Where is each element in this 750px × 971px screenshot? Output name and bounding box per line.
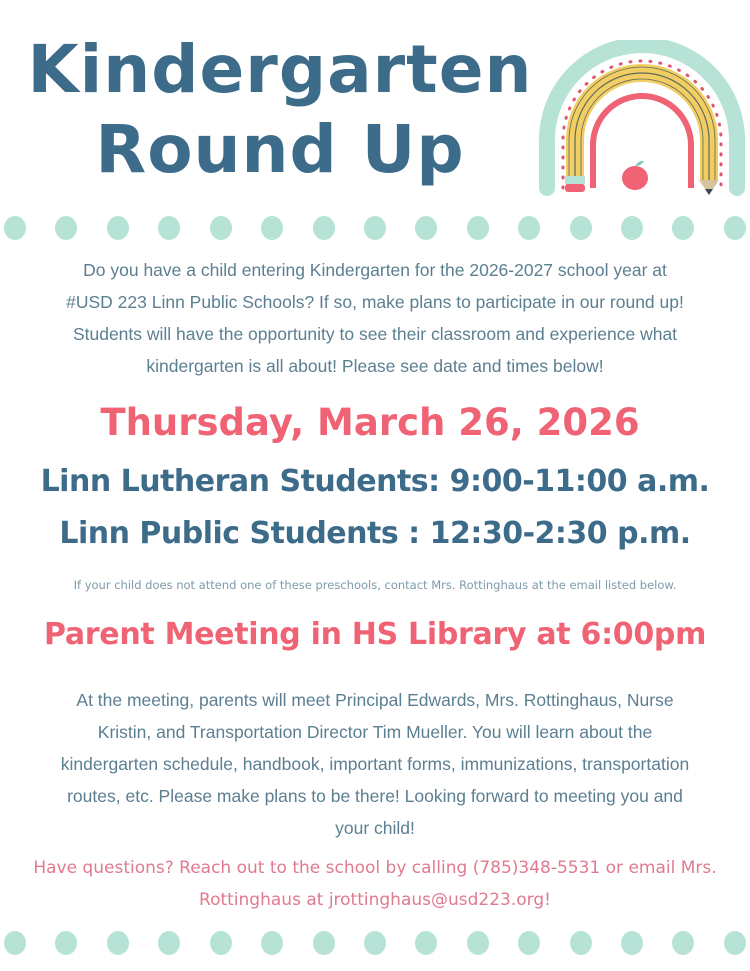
decor-dot: [621, 216, 643, 240]
decor-dot: [55, 931, 77, 955]
meeting-paragraph: [20, 684, 730, 844]
decor-dot: [570, 216, 592, 240]
meeting-line: routes, etc. Please make plans to be there! Looking forward to meeting you and: [67, 786, 683, 806]
decor-dot: [261, 216, 283, 240]
decor-dot: [415, 931, 437, 955]
intro-line: #USD 223 Linn Public Schools? If so, make plans to participate in our round up!: [66, 292, 684, 312]
intro-line: kindergarten is all about! Please see date and times below!: [146, 356, 604, 376]
decor-dot: [518, 931, 540, 955]
preschool-note: If your child does not attend one of these preschools, contact Mrs. Rottinghaus at the email listed below.: [73, 578, 677, 592]
decor-dot: [724, 931, 746, 955]
decor-dot: [415, 216, 437, 240]
title-line-1: Kindergarten: [27, 31, 533, 108]
event-date: Thursday, March 26, 2026: [100, 401, 640, 444]
decor-dot: [158, 216, 180, 240]
decor-dot: [4, 931, 26, 955]
decor-dot: [261, 931, 283, 955]
decor-dot: [724, 216, 746, 240]
decor-dot: [107, 931, 129, 955]
meeting-line: At the meeting, parents will meet Principal Edwards, Mrs. Rottinghaus, Nurse: [76, 690, 674, 710]
contact-line: Have questions? Reach out to the school by calling (785)348-5531 or email Mrs.: [33, 858, 717, 878]
meeting-line: your child!: [335, 818, 415, 838]
decor-dot: [4, 216, 26, 240]
session-lutheran: Linn Lutheran Students: 9:00-11:00 a.m.: [40, 464, 710, 499]
title-line-2: Round Up: [95, 111, 465, 188]
dot-divider-top: [0, 216, 750, 242]
decor-dot: [55, 216, 77, 240]
session-public: Linn Public Students : 12:30-2:30 p.m.: [59, 516, 691, 551]
decor-dot: [210, 216, 232, 240]
decor-dot: [621, 931, 643, 955]
parent-meeting-heading: Parent Meeting in HS Library at 6:00pm: [43, 617, 707, 652]
decor-dot: [313, 931, 335, 955]
decor-dot: [518, 216, 540, 240]
decor-dot: [158, 931, 180, 955]
intro-line: Do you have a child entering Kindergarten for the 2026-2027 school year at: [83, 260, 667, 280]
decor-dot: [210, 931, 232, 955]
decor-dot: [364, 931, 386, 955]
intro-paragraph: [20, 254, 730, 382]
meeting-line: kindergarten schedule, handbook, important forms, immunizations, transportation: [60, 754, 690, 774]
decor-dot: [364, 216, 386, 240]
intro-line: Students will have the opportunity to see their classroom and experience what: [72, 324, 678, 344]
contact-line: Rottinghaus at jrottinghaus@usd223.org!: [199, 890, 551, 910]
decor-dot: [467, 216, 489, 240]
decor-dot: [467, 931, 489, 955]
decor-dot: [672, 216, 694, 240]
meeting-line: Kristin, and Transportation Director Tim Mueller. You will learn about the: [97, 722, 653, 742]
page-title: [0, 30, 560, 190]
decor-dot: [313, 216, 335, 240]
decor-dot: [570, 931, 592, 955]
decor-dot: [672, 931, 694, 955]
decor-dot: [107, 216, 129, 240]
dot-divider-bottom: [0, 931, 750, 957]
rainbow-pencil-apple-icon: [535, 40, 750, 200]
contact-paragraph: [10, 852, 740, 916]
